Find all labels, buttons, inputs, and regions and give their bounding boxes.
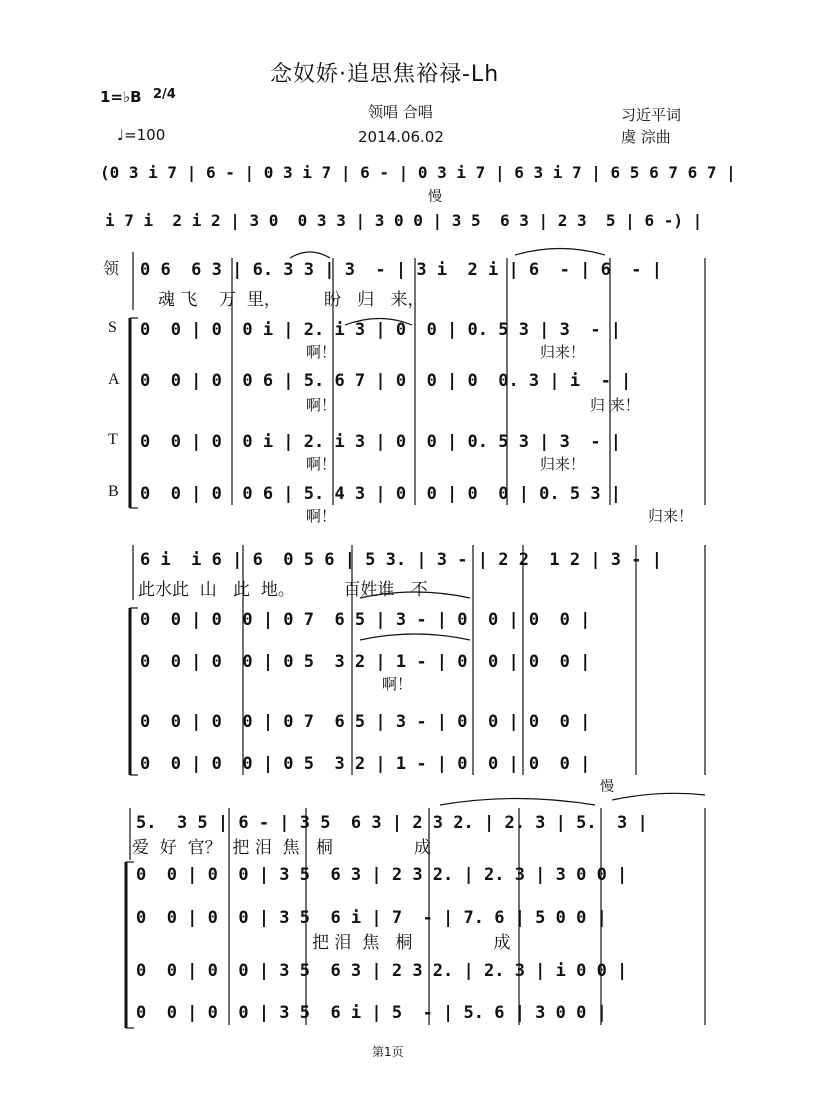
soprano-notes-2: 0 0 | 0 0 | 0 7 6 5 | 3 - | 0 0 | 0 0 | <box>140 610 591 630</box>
tenor-notes-2: 0 0 | 0 0 | 0 7 6 5 | 3 - | 0 0 | 0 0 | <box>140 712 591 732</box>
part-label-solo: 领 <box>103 261 120 278</box>
lyricist-credit: 习近平词 <box>621 106 682 124</box>
bass-lyrics-1a: 啊！ <box>306 507 337 525</box>
time-signature: 2/4 <box>153 87 176 102</box>
soprano-lyrics-1b: 归来！ <box>540 343 586 361</box>
bass-notes-2: 0 0 | 0 0 | 0 5 3 2 | 1 - | 0 0 | 0 0 | <box>140 754 591 774</box>
part-label-soprano: S <box>108 319 117 336</box>
solo-notes-2: 6 i i 6 | 6 0 5 6 | 5 3. | 3 - | 2 2 1 2 | 3 - | <box>140 550 662 570</box>
alto-lyrics-1a: 啊！ <box>306 396 337 414</box>
part-label-bass: B <box>108 483 119 500</box>
composer-credit: 虞 淙曲 <box>621 128 671 146</box>
alto-lyrics-2: 啊！ <box>382 675 413 693</box>
alto-notes-1: 0 0 | 0 0 6 | 5. 6 7 | 0 0 | 0 0. 3 | i - | <box>140 371 632 391</box>
bass-notes-1: 0 0 | 0 0 6 | 5. 4 3 | 0 0 | 0 0 | 0. 5 3 | <box>140 484 622 504</box>
solo-lyrics-2: 此水此 山 此 地。 百姓谁 不 <box>138 580 428 600</box>
solo-lyrics-3: 爱 好 官？ 把 泪 焦 桐 成 <box>132 838 431 858</box>
performance-type: 领唱 合唱 <box>368 103 433 121</box>
page-number: 第1页 <box>372 1045 404 1059</box>
tempo-marking: ♩=100 <box>117 126 166 144</box>
tenor-lyrics-1b: 归来！ <box>540 455 586 473</box>
alto-notes-3: 0 0 | 0 0 | 3 5 6 i | 7 - | 7. 6 | 5 0 0 | <box>136 908 607 928</box>
alto-lyrics-1b: 归 来！ <box>590 396 640 414</box>
bass-notes-3: 0 0 | 0 0 | 3 5 6 i | 5 - | 5. 6 | 3 0 0 | <box>136 1003 607 1023</box>
alto-lyrics-3: 把 泪 焦 桐 成 <box>312 933 511 953</box>
soprano-notes-1: 0 0 | 0 0 i | 2. i 3 | 0 0 | 0. 5 3 | 3 - | <box>140 320 622 340</box>
solo-notes-1: 0 6 6 3 | 6. 3 3 | 3 - | 3 i 2 i | 6 - | 6 - | <box>140 260 662 280</box>
part-label-tenor: T <box>108 431 118 448</box>
alto-notes-2: 0 0 | 0 0 | 0 5 3 2 | 1 - | 0 0 | 0 0 | <box>140 652 591 672</box>
composition-date: 2014.06.02 <box>358 128 444 146</box>
solo-notes-3: 5. 3 5 | 6 - | 3 5 6 3 | 2 3 2. | 2. 3 | 5. 3 | <box>136 813 648 833</box>
intro-line-2: i 7 i 2 i 2 | 3 0 0 3 3 | 3 0 0 | 3 5 6 3 | 2 3 5 | 6 -) | <box>105 211 703 230</box>
tenor-notes-3: 0 0 | 0 0 | 3 5 6 3 | 2 3 2. | 2. 3 | i 0 0 | <box>136 961 628 981</box>
tenor-lyrics-1a: 啊！ <box>306 455 337 473</box>
bass-lyrics-1b: 归来！ <box>648 507 694 525</box>
system3-tempo-mark: 慢 <box>600 779 614 795</box>
soprano-lyrics-1a: 啊！ <box>306 343 337 361</box>
page-title: 念奴娇·追思焦裕禄-Lh <box>270 62 500 87</box>
part-label-alto: A <box>108 371 120 388</box>
intro-line-1: (0 3 i 7 | 6 - | 0 3 i 7 | 6 - | 0 3 i 7 | 6 3 i 7 | 6 5 6 7 6 7 | <box>100 163 736 182</box>
soprano-notes-3: 0 0 | 0 0 | 3 5 6 3 | 2 3 2. | 2. 3 | 3 0 0 | <box>136 865 628 885</box>
tenor-notes-1: 0 0 | 0 0 i | 2. i 3 | 0 0 | 0. 5 3 | 3 - | <box>140 432 622 452</box>
intro-tempo-mark: 慢 <box>428 189 442 205</box>
solo-lyrics-1: 魂 飞 万 里， 盼 归 来， <box>158 290 425 310</box>
key-signature: 1=♭B <box>100 88 142 106</box>
